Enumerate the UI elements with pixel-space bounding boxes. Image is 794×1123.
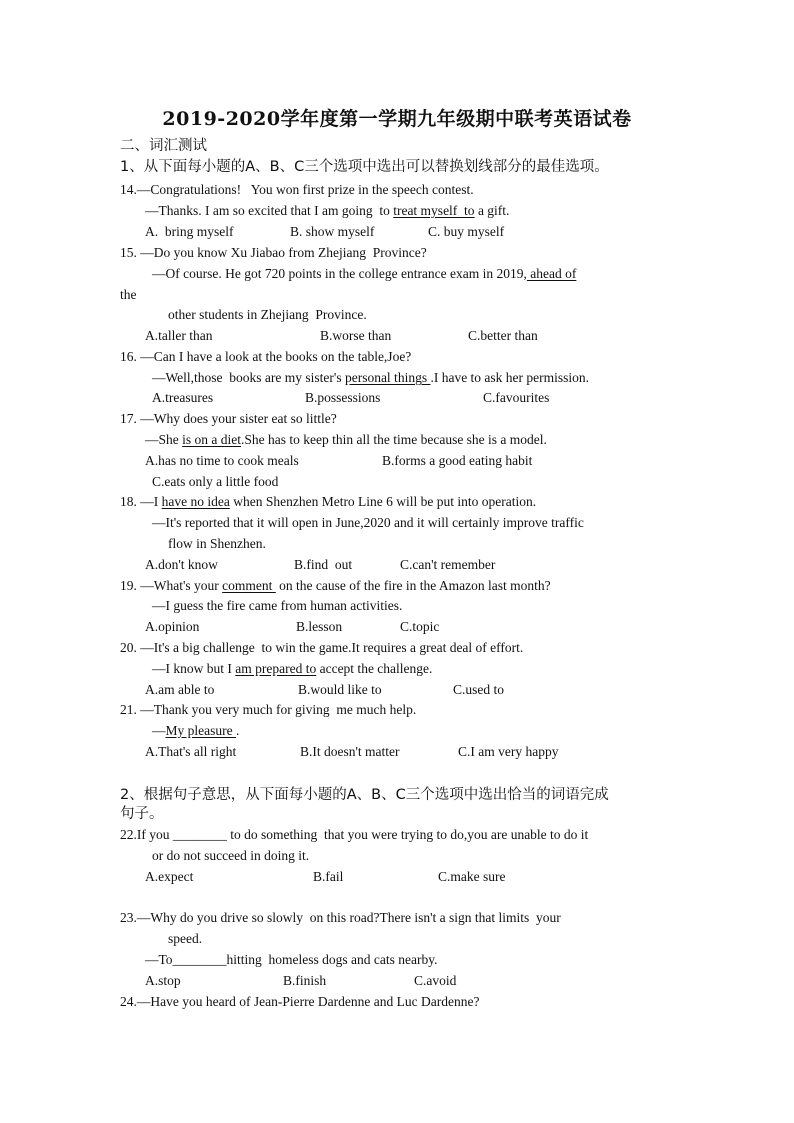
q20-option-a: A.am able to	[145, 682, 215, 697]
q20-line2: —I know but I am prepared to accept the challenge.	[152, 661, 433, 676]
q16-underlined: personal things	[344, 370, 431, 385]
section-heading: 二、词汇测试	[120, 138, 207, 154]
q17-line1: 17. —Why does your sister eat so little?	[120, 411, 337, 426]
q18-underlined: have no idea	[161, 494, 230, 509]
q23-line1: 23.—Why do you drive so slowly on this road?There isn't a sign that limits your	[120, 910, 561, 925]
q14-line2: —Thanks. I am so excited that I am going to treat myself to a gift.	[145, 203, 510, 218]
q22-option-c: C.make sure	[438, 869, 506, 884]
q18-option-c: C.can't remember	[400, 557, 496, 572]
part2-instruction-line2: 句子。	[120, 806, 164, 822]
q15-option-b: B.worse than	[320, 328, 392, 343]
q18-line3: flow in Shenzhen.	[168, 536, 266, 551]
q21-line1: 21. —Thank you very much for giving me much help.	[120, 702, 417, 717]
q15-line4: other students in Zhejiang Province.	[168, 307, 367, 322]
q16-option-c: C.favourites	[483, 390, 550, 405]
q19-line1: 19. —What's your comment on the cause of the fire in the Amazon last month?	[120, 578, 551, 593]
q20-option-b: B.would like to	[298, 682, 382, 697]
q21-option-a: A.That's all right	[145, 744, 237, 759]
q14-line1: 14.—Congratulations! You won first prize in the speech contest.	[120, 182, 474, 197]
q20-option-c: C.used to	[453, 682, 505, 697]
part1-instruction: 1、从下面每小题的A、B、C三个选项中选出可以替换划线部分的最佳选项。	[120, 159, 609, 175]
q17-underlined: is on a diet	[182, 432, 241, 447]
q15-line1: 15. —Do you know Xu Jiabao from Zhejiang Province?	[120, 245, 427, 260]
q14-underlined: treat myself to	[393, 203, 475, 218]
q18-line1: 18. —I have no idea when Shenzhen Metro Line 6 will be put into operation.	[120, 494, 537, 509]
q17-option-b: B.forms a good eating habit	[382, 453, 533, 468]
q19-option-a: A.opinion	[145, 619, 200, 634]
q14-option-b: B. show myself	[290, 224, 375, 239]
q21-line2: —My pleasure .	[152, 723, 240, 738]
q15-line2: —Of course. He got 720 points in the college entrance exam in 2019, ahead of	[152, 266, 577, 281]
q17-option-c: C.eats only a little food	[152, 474, 279, 489]
q23-line2: speed.	[168, 931, 203, 946]
q16-line2: —Well,those books are my sister's personal things .I have to ask her permission.	[152, 370, 590, 385]
q21-underlined: My pleasure	[165, 723, 236, 738]
q18-option-a: A.don't know	[145, 557, 218, 572]
q22-line2: or do not succeed in doing it.	[152, 848, 310, 863]
q16-option-a: A.treasures	[152, 390, 214, 405]
q22-line1: 22.If you ________ to do something that you were trying to do,you are unable to do it	[120, 827, 589, 842]
q15-option-a: A.taller than	[145, 328, 213, 343]
q22-option-b: B.fail	[313, 869, 344, 884]
q24-line1: 24.—Have you heard of Jean-Pierre Dardenne and Luc Dardenne?	[120, 994, 480, 1009]
q14-option-c: C. buy myself	[428, 224, 505, 239]
q16-line1: 16. —Can I have a look at the books on the table,Joe?	[120, 349, 412, 364]
q15-underlined: ahead of	[526, 266, 577, 281]
q20-line1: 20. —It's a big challenge to win the game.It requires a great deal of effort.	[120, 640, 524, 655]
q17-line2: —She is on a diet.She has to keep thin all the time because she is a model.	[145, 432, 547, 447]
q19-line2: —I guess the fire came from human activities.	[152, 598, 403, 613]
q19-option-c: C.topic	[400, 619, 440, 634]
q21-option-b: B.It doesn't matter	[300, 744, 400, 759]
q22-option-a: A.expect	[145, 869, 194, 884]
q21-option-c: C.I am very happy	[458, 744, 559, 759]
q19-option-b: B.lesson	[296, 619, 343, 634]
q16-option-b: B.possessions	[305, 390, 381, 405]
q23-option-a: A.stop	[145, 973, 181, 988]
q15-option-c: C.better than	[468, 328, 538, 343]
q18-option-b: B.find out	[294, 557, 353, 572]
q17-option-a: A.has no time to cook meals	[145, 453, 299, 468]
q15-line3: the	[120, 287, 137, 302]
q23-option-c: C.avoid	[414, 973, 457, 988]
part2-instruction-line1: 2、根据句子意思，从下面每小题的A、B、C三个选项中选出恰当的词语完成	[120, 787, 609, 803]
page-title: 2019-2020学年度第一学期九年级期中联考英语试卷	[162, 108, 632, 130]
q14-option-a: A. bring myself	[145, 224, 234, 239]
q19-underlined: comment	[222, 578, 276, 593]
q18-line2: —It's reported that it will open in June,2020 and it will certainly improve traffic	[152, 515, 584, 530]
q23-line3: —To________hitting homeless dogs and cats nearby.	[145, 952, 438, 967]
q20-underlined: am prepared to	[235, 661, 317, 676]
q23-option-b: B.finish	[283, 973, 327, 988]
